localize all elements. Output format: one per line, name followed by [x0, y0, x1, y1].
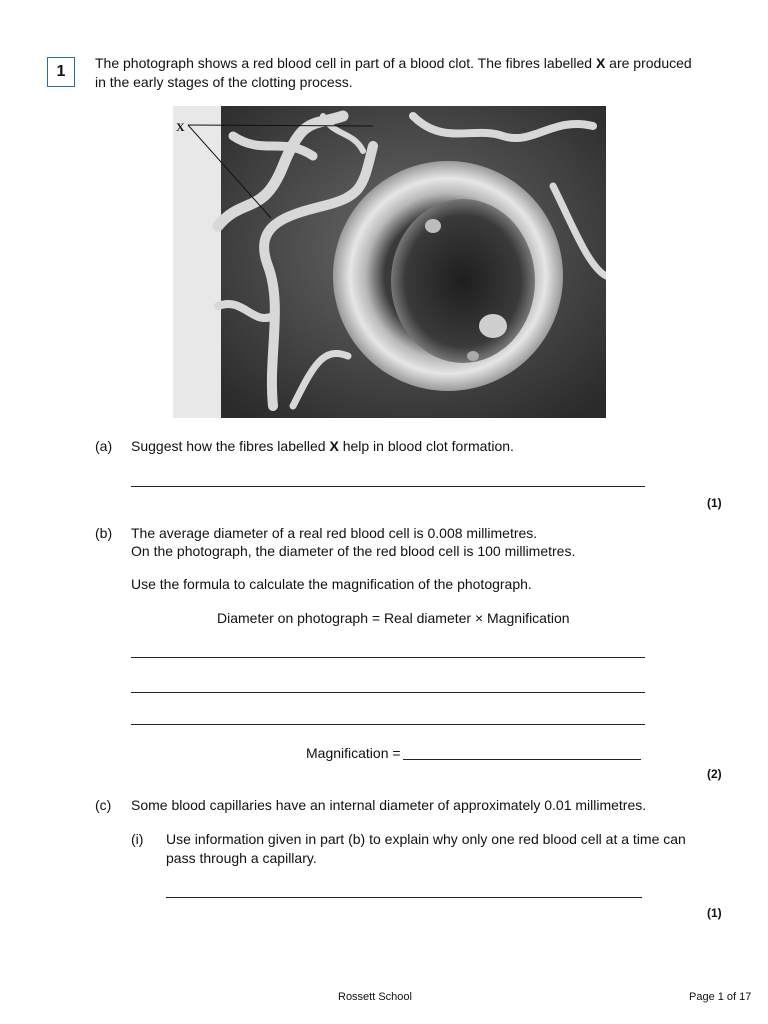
part-c-i-marks: (1) — [707, 906, 722, 920]
part-b-line-1: The average diameter of a real red blood cell is 0.008 millimetres. — [131, 525, 538, 541]
part-b-formula: Diameter on photograph = Real diameter × Magnification — [217, 610, 570, 626]
intro-text-line2: in the early stages of the clotting process. — [95, 74, 353, 90]
part-a-marks: (1) — [707, 496, 722, 510]
part-c-i-line-1: Use information given in part (b) to explain why only one red blood cell at a time can — [166, 831, 686, 847]
intro-text-1: The photograph shows a red blood cell in part of a blood clot. The fibres labelled — [95, 55, 596, 71]
part-b-answer-label: Magnification = — [306, 745, 401, 761]
part-b-working-line-2[interactable] — [131, 692, 645, 693]
intro-x-label: X — [595, 55, 606, 71]
part-a-question — [131, 438, 514, 454]
part-b-instruction: Use the formula to calculate the magnification of the photograph. — [131, 576, 532, 592]
blood-cell-photo — [173, 106, 606, 418]
part-a-answer-line[interactable] — [131, 486, 645, 487]
part-c-text: Some blood capillaries have an internal diameter of approximately 0.01 millimetres. — [131, 797, 647, 813]
part-b-marks: (2) — [707, 767, 722, 781]
question-number-box — [47, 57, 75, 87]
part-a-text-1: Suggest how the fibres labelled — [131, 438, 330, 454]
part-a-x-label: X — [329, 438, 339, 454]
part-b-working-line-1[interactable] — [131, 657, 645, 658]
part-c-i-line-2: pass through a capillary. — [166, 850, 317, 866]
part-b-line-2: On the photograph, the diameter of the red blood cell is 100 millimetres. — [131, 543, 576, 559]
part-b-label: (b) — [95, 525, 113, 541]
photo-x-label: X — [176, 120, 185, 134]
part-c-i-label: (i) — [131, 831, 144, 847]
part-a-label: (a) — [95, 438, 113, 454]
footer-page-number: Page 1 of 17 — [689, 991, 752, 1003]
part-b-answer-line[interactable] — [403, 759, 641, 760]
footer-school: Rossett School — [338, 991, 412, 1003]
question-intro — [95, 54, 715, 92]
part-c-label: (c) — [95, 797, 112, 813]
part-a-text-2: help in blood clot formation. — [338, 438, 514, 454]
intro-text-2: are produced — [605, 55, 692, 71]
question-number: 1 — [56, 63, 66, 80]
part-b-working-line-3[interactable] — [131, 724, 645, 725]
part-c-i-answer-line[interactable] — [166, 897, 642, 898]
